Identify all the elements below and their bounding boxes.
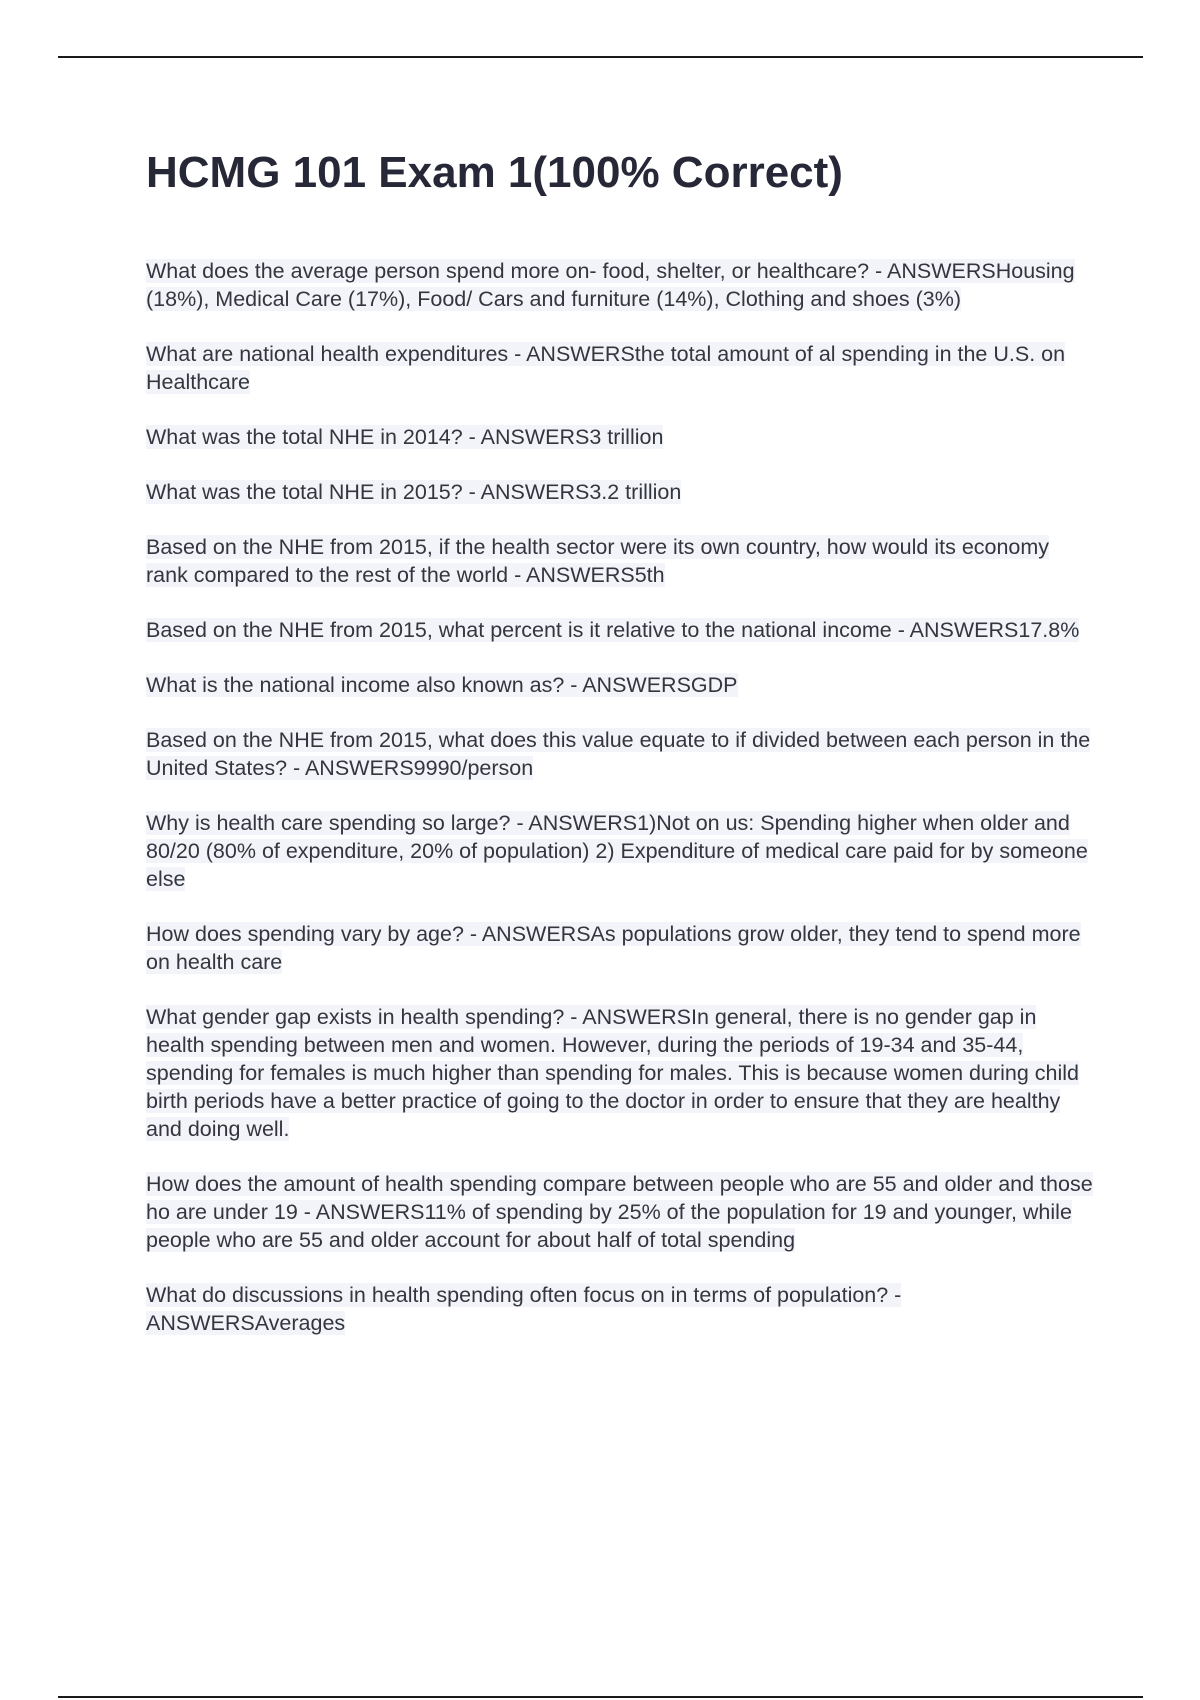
qa-text: How does the amount of health spending compare between people who are 55 and older and those ho are under 19 - ANSWERS11% of spending by 25% of the population for 19 and younger, while people who are 55 and older account for about half of total spending: [146, 1172, 1093, 1252]
qa-text: What do discussions in health spending often focus on in terms of population? - ANSWERSAverages: [146, 1283, 902, 1335]
qa-list: [146, 257, 1096, 1364]
qa-item: [146, 340, 1096, 396]
qa-item: [146, 920, 1096, 976]
qa-text: What does the average person spend more on- food, shelter, or healthcare? - ANSWERSHousing (18%), Medical Care (17%), Food/ Cars and furniture (14%), Clothing and shoes (3%): [146, 259, 1075, 311]
qa-text: Why is health care spending so large? - ANSWERS1)Not on us: Spending higher when older and 80/20 (80% of expenditure, 20% of population) 2) Expenditure of medical care paid for by someone else: [146, 811, 1088, 891]
qa-item: [146, 1170, 1096, 1254]
qa-item: [146, 533, 1096, 589]
qa-text: What was the total NHE in 2014? - ANSWERS3 trillion: [146, 425, 664, 449]
qa-item: [146, 616, 1096, 644]
qa-item: [146, 423, 1096, 451]
qa-text: Based on the NHE from 2015, what does this value equate to if divided between each person in the United States? - ANSWERS9990/person: [146, 728, 1091, 780]
qa-text: What was the total NHE in 2015? - ANSWERS3.2 trillion: [146, 480, 682, 504]
bottom-divider: [58, 1696, 1143, 1698]
qa-text: What is the national income also known as? - ANSWERSGDP: [146, 673, 738, 697]
qa-item: [146, 809, 1096, 893]
qa-item: [146, 671, 1096, 699]
qa-text: What are national health expenditures - ANSWERSthe total amount of al spending in the U.S. on Healthcare: [146, 342, 1066, 394]
qa-text: Based on the NHE from 2015, if the health sector were its own country, how would its economy rank compared to the rest of the world - ANSWERS5th: [146, 535, 1050, 587]
qa-item: [146, 478, 1096, 506]
qa-item: [146, 726, 1096, 782]
page-title: HCMG 101 Exam 1(100% Correct): [146, 148, 843, 197]
qa-text: Based on the NHE from 2015, what percent is it relative to the national income - ANSWERS17.8%: [146, 618, 1080, 642]
qa-text: What gender gap exists in health spending? - ANSWERSIn general, there is no gender gap in health spending between men and women. However, during the periods of 19-34 and 35-44, spending for females is much higher than spending for males. This is because women during child birth periods have a better practice of going to the doctor in order to ensure that they are healthy and doing well.: [146, 1005, 1079, 1141]
qa-text: How does spending vary by age? - ANSWERSAs populations grow older, they tend to spend more on health care: [146, 922, 1081, 974]
qa-item: [146, 1281, 1096, 1337]
top-divider: [58, 56, 1143, 58]
qa-item: [146, 257, 1096, 313]
qa-item: [146, 1003, 1096, 1143]
